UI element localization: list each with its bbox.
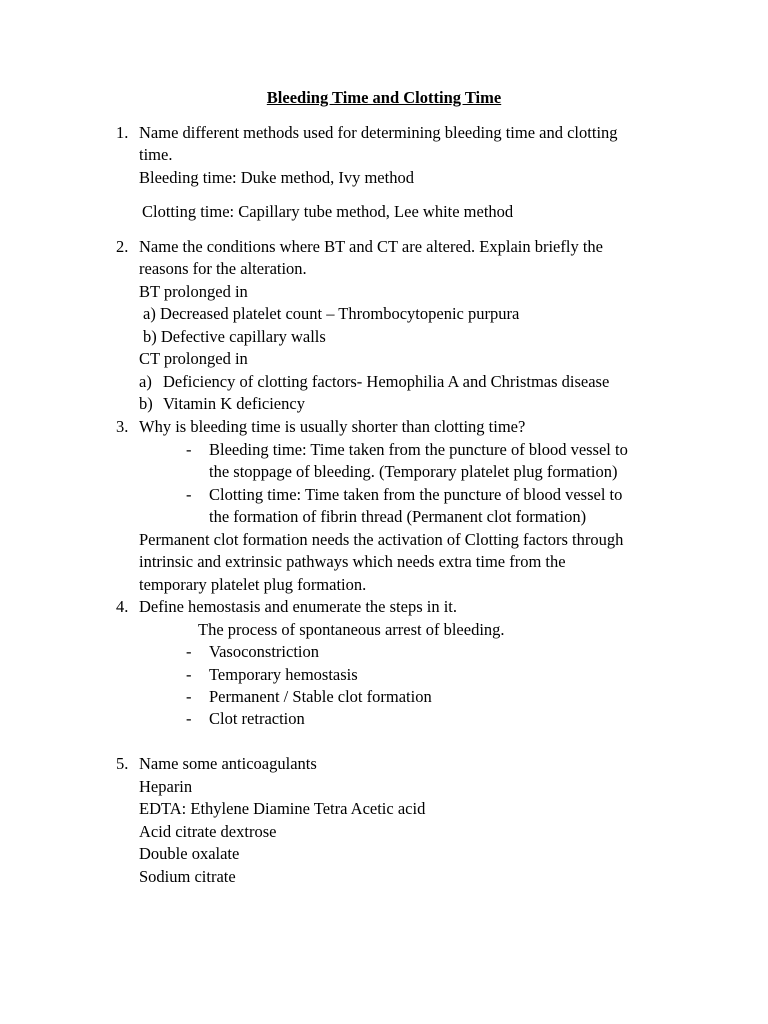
q2-bt-item-a: a) Decreased platelet count – Thrombocytopenic purpura xyxy=(143,304,520,323)
q1-number: 1. xyxy=(116,123,129,142)
q5-anticoagulant-item: EDTA: Ethylene Diamine Tetra Acetic acid xyxy=(139,799,426,818)
q2-ct-heading: CT prolonged in xyxy=(139,349,248,368)
q3-bullet1-line2: the stoppage of bleeding. (Temporary platelet plug formation) xyxy=(209,462,618,481)
document-title: Bleeding Time and Clotting Time xyxy=(266,88,502,107)
q4-step: Clot retraction xyxy=(209,709,305,728)
q2-bt-item-b: b) Defective capillary walls xyxy=(143,327,326,346)
q4-step-dash: - xyxy=(186,642,192,661)
q2-question-line2: reasons for the alteration. xyxy=(139,259,307,278)
q3-number: 3. xyxy=(116,417,129,436)
q3-paragraph-line2: intrinsic and extrinsic pathways which needs extra time from the xyxy=(139,552,566,571)
q4-step: Vasoconstriction xyxy=(209,642,319,661)
q4-step-dash: - xyxy=(186,687,192,706)
q4-question: Define hemostasis and enumerate the steps in it. xyxy=(139,597,457,616)
q2-ct-item-a: Deficiency of clotting factors- Hemophilia A and Christmas disease xyxy=(163,372,610,391)
q1-question-line1: Name different methods used for determining bleeding time and clotting xyxy=(139,123,618,142)
q3-paragraph-line3: temporary platelet plug formation. xyxy=(139,575,367,594)
q2-bt-heading: BT prolonged in xyxy=(139,282,248,301)
q3-bullet-dash: - xyxy=(186,485,192,504)
q5-number: 5. xyxy=(116,754,129,773)
q4-step: Permanent / Stable clot formation xyxy=(209,687,432,706)
q4-definition: The process of spontaneous arrest of bleeding. xyxy=(198,620,505,639)
q2-ct-marker-b: b) xyxy=(139,394,153,413)
q3-bullet1-line1: Bleeding time: Time taken from the puncture of blood vessel to xyxy=(209,440,628,459)
q5-anticoagulant-item: Sodium citrate xyxy=(139,867,236,886)
q4-step: Temporary hemostasis xyxy=(209,665,358,684)
q2-question-line1: Name the conditions where BT and CT are altered. Explain briefly the xyxy=(139,237,603,256)
q3-paragraph-line1: Permanent clot formation needs the activation of Clotting factors through xyxy=(139,530,624,549)
q2-ct-item-b: Vitamin K deficiency xyxy=(163,394,305,413)
q5-question: Name some anticoagulants xyxy=(139,754,317,773)
q1-bleeding-answer: Bleeding time: Duke method, Ivy method xyxy=(139,168,414,187)
q4-number: 4. xyxy=(116,597,129,616)
q3-question: Why is bleeding time is usually shorter than clotting time? xyxy=(139,417,526,436)
q3-bullet-dash: - xyxy=(186,440,192,459)
q4-step-dash: - xyxy=(186,665,192,684)
q5-anticoagulant-item: Heparin xyxy=(139,777,193,796)
q2-number: 2. xyxy=(116,237,129,256)
q2-ct-marker-a: a) xyxy=(139,372,152,391)
q5-anticoagulant-item: Double oxalate xyxy=(139,844,240,863)
q1-question-line2: time. xyxy=(139,145,173,164)
q3-bullet2-line1: Clotting time: Time taken from the puncture of blood vessel to xyxy=(209,485,623,504)
q1-clotting-answer: Clotting time: Capillary tube method, Lee white method xyxy=(142,202,514,221)
q3-bullet2-line2: the formation of fibrin thread (Permanent clot formation) xyxy=(209,507,587,526)
q4-step-dash: - xyxy=(186,709,192,728)
q5-anticoagulant-item: Acid citrate dextrose xyxy=(139,822,277,841)
